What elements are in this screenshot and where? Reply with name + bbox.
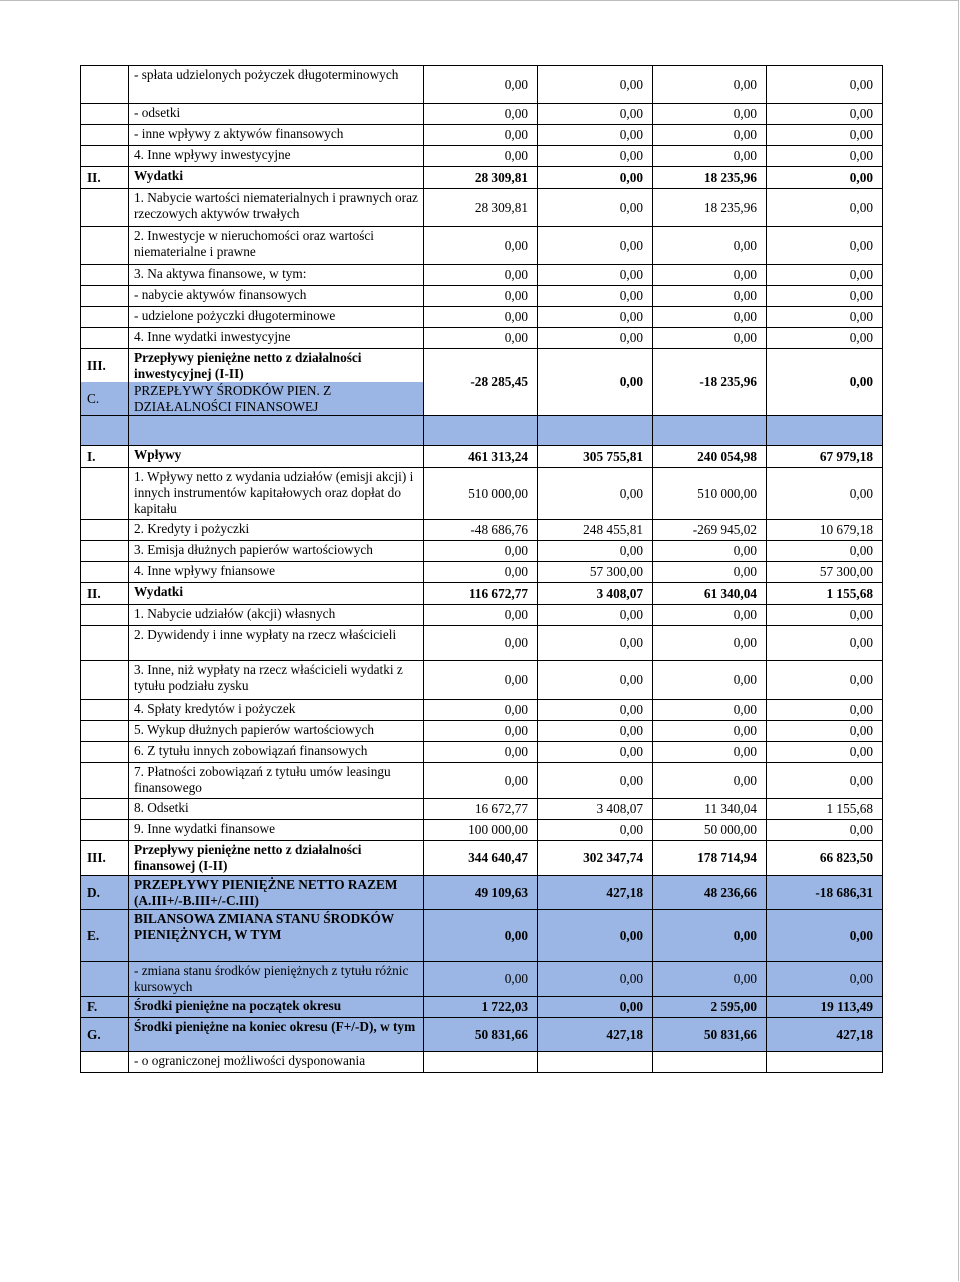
value-cell: 0,00 xyxy=(424,125,538,146)
value-cell: 0,00 xyxy=(767,605,883,626)
value-cell: 0,00 xyxy=(653,265,767,286)
value-cell: 0,00 xyxy=(653,286,767,307)
table-row xyxy=(81,167,883,189)
row-label: 1. Nabycie wartości niematerialnych i prawnych oraz rzeczowych aktywów trwałych xyxy=(129,189,424,227)
value-cell: 0,00 xyxy=(538,997,653,1018)
row-code xyxy=(81,189,129,227)
row-label: - inne wpływy z aktywów finansowych xyxy=(129,125,424,146)
value-cell: 0,00 xyxy=(424,104,538,125)
row-label: Przepływy pieniężne netto z działalności inwestycyjnej (I-II) xyxy=(129,349,424,383)
value-cell: 0,00 xyxy=(767,820,883,841)
value-cell: 0,00 xyxy=(767,66,883,104)
value-cell: 0,00 xyxy=(767,626,883,661)
value-cell: 510 000,00 xyxy=(424,468,538,520)
value-cell: -269 945,02 xyxy=(653,520,767,541)
table-row xyxy=(81,125,883,146)
row-code: G. xyxy=(81,1018,129,1052)
row-code xyxy=(81,125,129,146)
value-cell: 0,00 xyxy=(767,962,883,997)
value-cell: 0,00 xyxy=(424,626,538,661)
row-label: Środki pieniężne na początek okresu xyxy=(129,997,424,1018)
value-cell: 461 313,24 xyxy=(424,446,538,468)
value-cell: 0,00 xyxy=(653,910,767,962)
table-row xyxy=(81,742,883,763)
row-code: III. xyxy=(81,349,129,383)
row-code xyxy=(81,468,129,520)
table-row xyxy=(81,841,883,876)
cash-flow-table xyxy=(80,65,883,1073)
value-cell: 1 722,03 xyxy=(424,997,538,1018)
row-code xyxy=(81,307,129,328)
row-label: Środki pieniężne na koniec okresu (F+/-D), w tym xyxy=(129,1018,424,1052)
table-row xyxy=(81,189,883,227)
row-label: 5. Wykup dłużnych papierów wartościowych xyxy=(129,721,424,742)
value-cell: 0,00 xyxy=(767,146,883,167)
row-label: 1. Wpływy netto z wydania udziałów (emisji akcji) i innych instrumentów kapitałowych oraz dopłat do kapitału xyxy=(129,468,424,520)
value-cell: 0,00 xyxy=(767,763,883,799)
value-cell: 0,00 xyxy=(424,700,538,721)
row-label: 4. Inne wpływy inwestycyjne xyxy=(129,146,424,167)
value-cell: 0,00 xyxy=(424,910,538,962)
value-cell: 0,00 xyxy=(424,562,538,583)
table-row xyxy=(81,104,883,125)
value-cell: 0,00 xyxy=(653,721,767,742)
table-row xyxy=(81,227,883,265)
row-label: - o ograniczonej możliwości dysponowania xyxy=(129,1052,424,1073)
row-code: F. xyxy=(81,997,129,1018)
table-row xyxy=(81,700,883,721)
row-code xyxy=(81,265,129,286)
section-code: C. xyxy=(81,382,129,416)
value-cell: 0,00 xyxy=(538,146,653,167)
row-code xyxy=(81,1052,129,1073)
value-cell: -18 235,96 xyxy=(653,349,767,416)
value-cell: 0,00 xyxy=(424,763,538,799)
table-row xyxy=(81,307,883,328)
value-cell: 50 831,66 xyxy=(424,1018,538,1052)
table-row xyxy=(81,146,883,167)
value-cell: 0,00 xyxy=(653,66,767,104)
table-row xyxy=(81,286,883,307)
value-cell: 0,00 xyxy=(538,189,653,227)
value-cell: 0,00 xyxy=(767,910,883,962)
value-cell: 18 235,96 xyxy=(653,167,767,189)
value-cell: 427,18 xyxy=(767,1018,883,1052)
value-cell: 0,00 xyxy=(424,307,538,328)
value-cell: 0,00 xyxy=(538,66,653,104)
value-cell xyxy=(424,416,538,446)
row-code: II. xyxy=(81,583,129,605)
value-cell: 178 714,94 xyxy=(653,841,767,876)
value-cell: 427,18 xyxy=(538,876,653,910)
value-cell: 0,00 xyxy=(424,286,538,307)
value-cell: 240 054,98 xyxy=(653,446,767,468)
row-code xyxy=(81,721,129,742)
row-code xyxy=(81,763,129,799)
row-label: 2. Kredyty i pożyczki xyxy=(129,520,424,541)
table-row xyxy=(81,763,883,799)
value-cell: 61 340,04 xyxy=(653,583,767,605)
value-cell: 0,00 xyxy=(538,700,653,721)
table-row xyxy=(81,520,883,541)
value-cell: 0,00 xyxy=(653,541,767,562)
table-row xyxy=(81,820,883,841)
row-label: 3. Emisja dłużnych papierów wartościowych xyxy=(129,541,424,562)
table-row xyxy=(81,605,883,626)
row-code xyxy=(81,799,129,820)
value-cell: 0,00 xyxy=(653,562,767,583)
value-cell: 57 300,00 xyxy=(538,562,653,583)
row-label: Wpływy xyxy=(129,446,424,468)
row-label: Wydatki xyxy=(129,583,424,605)
row-label: Przepływy pieniężne netto z działalności finansowej (I-II) xyxy=(129,841,424,876)
row-label: 9. Inne wydatki finansowe xyxy=(129,820,424,841)
value-cell: 0,00 xyxy=(538,468,653,520)
row-code xyxy=(81,962,129,997)
value-cell: 0,00 xyxy=(538,227,653,265)
row-label: 1. Nabycie udziałów (akcji) własnych xyxy=(129,605,424,626)
value-cell: 0,00 xyxy=(653,763,767,799)
value-cell: 0,00 xyxy=(653,125,767,146)
value-cell: 0,00 xyxy=(767,742,883,763)
value-cell: 248 455,81 xyxy=(538,520,653,541)
value-cell xyxy=(653,416,767,446)
row-code xyxy=(81,104,129,125)
value-cell: 2 595,00 xyxy=(653,997,767,1018)
value-cell: 50 000,00 xyxy=(653,820,767,841)
table-row xyxy=(81,66,883,104)
table-row xyxy=(81,541,883,562)
value-cell: 0,00 xyxy=(767,468,883,520)
value-cell: 0,00 xyxy=(424,605,538,626)
value-cell: -28 285,45 xyxy=(424,349,538,416)
value-cell: 510 000,00 xyxy=(653,468,767,520)
table-row xyxy=(81,349,883,383)
table-row xyxy=(81,1018,883,1052)
value-cell: 0,00 xyxy=(538,661,653,700)
value-cell: 1 155,68 xyxy=(767,799,883,820)
value-cell: 0,00 xyxy=(538,167,653,189)
value-cell: 0,00 xyxy=(653,661,767,700)
value-cell: 0,00 xyxy=(424,721,538,742)
row-code: III. xyxy=(81,841,129,876)
value-cell: 0,00 xyxy=(767,307,883,328)
row-label: - spłata udzielonych pożyczek długoterminowych xyxy=(129,66,424,104)
value-cell xyxy=(538,416,653,446)
section-label: PRZEPŁYWY ŚRODKÓW PIEN. Z DZIAŁALNOŚCI FINANSOWEJ xyxy=(129,382,424,416)
row-code: II. xyxy=(81,167,129,189)
value-cell: 0,00 xyxy=(653,605,767,626)
row-label: 6. Z tytułu innych zobowiązań finansowych xyxy=(129,742,424,763)
value-cell: 0,00 xyxy=(424,742,538,763)
table-row xyxy=(81,962,883,997)
row-code xyxy=(81,66,129,104)
value-cell: 0,00 xyxy=(538,328,653,349)
value-cell: 0,00 xyxy=(767,227,883,265)
value-cell: 0,00 xyxy=(424,541,538,562)
value-cell: 1 155,68 xyxy=(767,583,883,605)
row-label: - zmiana stanu środków pieniężnych z tytułu różnic kursowych xyxy=(129,962,424,997)
value-cell: 0,00 xyxy=(538,820,653,841)
row-label: BILANSOWA ZMIANA STANU ŚRODKÓW PIENIĘŻNYCH, W TYM xyxy=(129,910,424,962)
value-cell: 0,00 xyxy=(767,349,883,416)
row-code xyxy=(81,146,129,167)
value-cell: 0,00 xyxy=(538,104,653,125)
table-row xyxy=(81,583,883,605)
table-row xyxy=(81,661,883,700)
value-cell: 116 672,77 xyxy=(424,583,538,605)
value-cell: 0,00 xyxy=(653,962,767,997)
row-label: PRZEPŁYWY PIENIĘŻNE NETTO RAZEM (A.III+/-B.III+/-C.III) xyxy=(129,876,424,910)
value-cell: 0,00 xyxy=(538,541,653,562)
row-code xyxy=(81,742,129,763)
value-cell: 0,00 xyxy=(767,104,883,125)
table-row xyxy=(81,1052,883,1073)
value-cell: 28 309,81 xyxy=(424,167,538,189)
value-cell: 0,00 xyxy=(653,700,767,721)
value-cell: 0,00 xyxy=(767,700,883,721)
value-cell: 0,00 xyxy=(538,307,653,328)
value-cell: 0,00 xyxy=(424,146,538,167)
value-cell xyxy=(653,1052,767,1073)
row-code xyxy=(81,626,129,661)
table-row xyxy=(81,328,883,349)
value-cell: 0,00 xyxy=(767,167,883,189)
value-cell: -48 686,76 xyxy=(424,520,538,541)
row-label: 4. Spłaty kredytów i pożyczek xyxy=(129,700,424,721)
row-code xyxy=(81,700,129,721)
value-cell: 0,00 xyxy=(538,286,653,307)
row-code xyxy=(81,541,129,562)
row-label: - nabycie aktywów finansowych xyxy=(129,286,424,307)
table-row xyxy=(81,562,883,583)
value-cell: 427,18 xyxy=(538,1018,653,1052)
value-cell: 11 340,04 xyxy=(653,799,767,820)
row-label: 7. Płatności zobowiązań z tytułu umów leasingu finansowego xyxy=(129,763,424,799)
row-code: I. xyxy=(81,446,129,468)
value-cell: 0,00 xyxy=(653,328,767,349)
row-label: 4. Inne wpływy fniansowe xyxy=(129,562,424,583)
row-code xyxy=(81,286,129,307)
row-code xyxy=(81,605,129,626)
value-cell: 0,00 xyxy=(653,307,767,328)
table-row xyxy=(81,468,883,520)
value-cell: 0,00 xyxy=(538,742,653,763)
value-cell: 57 300,00 xyxy=(767,562,883,583)
value-cell: 50 831,66 xyxy=(653,1018,767,1052)
row-label: 2. Dywidendy i inne wypłaty na rzecz właścicieli xyxy=(129,626,424,661)
value-cell: 0,00 xyxy=(538,962,653,997)
value-cell: 0,00 xyxy=(767,189,883,227)
value-cell: 49 109,63 xyxy=(424,876,538,910)
value-cell: 0,00 xyxy=(424,265,538,286)
table-row xyxy=(81,721,883,742)
value-cell: 0,00 xyxy=(767,125,883,146)
value-cell: 16 672,77 xyxy=(424,799,538,820)
row-label: - udzielone pożyczki długoterminowe xyxy=(129,307,424,328)
value-cell: 0,00 xyxy=(538,763,653,799)
table-row xyxy=(81,799,883,820)
value-cell: 66 823,50 xyxy=(767,841,883,876)
value-cell: 0,00 xyxy=(424,962,538,997)
value-cell: 0,00 xyxy=(424,328,538,349)
table-row xyxy=(81,876,883,910)
value-cell: 302 347,74 xyxy=(538,841,653,876)
row-label: - odsetki xyxy=(129,104,424,125)
value-cell: 0,00 xyxy=(538,605,653,626)
value-cell: 0,00 xyxy=(538,349,653,416)
row-code xyxy=(81,661,129,700)
value-cell: 0,00 xyxy=(424,227,538,265)
value-cell: 48 236,66 xyxy=(653,876,767,910)
value-cell: 0,00 xyxy=(767,541,883,562)
row-code: E. xyxy=(81,910,129,962)
value-cell: 100 000,00 xyxy=(424,820,538,841)
value-cell: 0,00 xyxy=(538,721,653,742)
section-header-row xyxy=(81,416,883,446)
value-cell: -18 686,31 xyxy=(767,876,883,910)
row-code xyxy=(81,328,129,349)
value-cell: 0,00 xyxy=(653,742,767,763)
value-cell: 0,00 xyxy=(538,626,653,661)
value-cell: 10 679,18 xyxy=(767,520,883,541)
row-code xyxy=(81,520,129,541)
value-cell: 0,00 xyxy=(653,146,767,167)
value-cell xyxy=(767,1052,883,1073)
cash-flow-table-section xyxy=(80,65,882,1073)
value-cell: 305 755,81 xyxy=(538,446,653,468)
value-cell: 18 235,96 xyxy=(653,189,767,227)
row-code: D. xyxy=(81,876,129,910)
table-row xyxy=(81,997,883,1018)
row-code xyxy=(81,562,129,583)
value-cell: 0,00 xyxy=(767,286,883,307)
table-row xyxy=(81,626,883,661)
row-code xyxy=(81,227,129,265)
value-cell: 0,00 xyxy=(767,265,883,286)
value-cell xyxy=(538,1052,653,1073)
value-cell: 0,00 xyxy=(538,265,653,286)
value-cell: 3 408,07 xyxy=(538,583,653,605)
section-code-cont xyxy=(81,416,129,446)
value-cell: 0,00 xyxy=(653,227,767,265)
value-cell: 0,00 xyxy=(653,626,767,661)
value-cell: 0,00 xyxy=(538,910,653,962)
table-row xyxy=(81,265,883,286)
section-label-cont xyxy=(129,416,424,446)
value-cell: 344 640,47 xyxy=(424,841,538,876)
value-cell: 0,00 xyxy=(538,125,653,146)
row-code xyxy=(81,820,129,841)
row-label: 2. Inwestycje w nieruchomości oraz wartości niematerialne i prawne xyxy=(129,227,424,265)
row-label: 8. Odsetki xyxy=(129,799,424,820)
value-cell: 67 979,18 xyxy=(767,446,883,468)
value-cell xyxy=(767,416,883,446)
value-cell: 3 408,07 xyxy=(538,799,653,820)
row-label: 4. Inne wydatki inwestycyjne xyxy=(129,328,424,349)
value-cell: 0,00 xyxy=(767,328,883,349)
value-cell: 28 309,81 xyxy=(424,189,538,227)
row-label: 3. Na aktywa finansowe, w tym: xyxy=(129,265,424,286)
value-cell: 0,00 xyxy=(424,661,538,700)
value-cell: 0,00 xyxy=(767,721,883,742)
row-label: 3. Inne, niż wypłaty na rzecz właścicieli wydatki z tytułu podziału zysku xyxy=(129,661,424,700)
table-row xyxy=(81,446,883,468)
value-cell xyxy=(424,1052,538,1073)
value-cell: 0,00 xyxy=(767,661,883,700)
value-cell: 19 113,49 xyxy=(767,997,883,1018)
value-cell: 0,00 xyxy=(653,104,767,125)
row-label: Wydatki xyxy=(129,167,424,189)
value-cell: 0,00 xyxy=(424,66,538,104)
table-row xyxy=(81,910,883,962)
